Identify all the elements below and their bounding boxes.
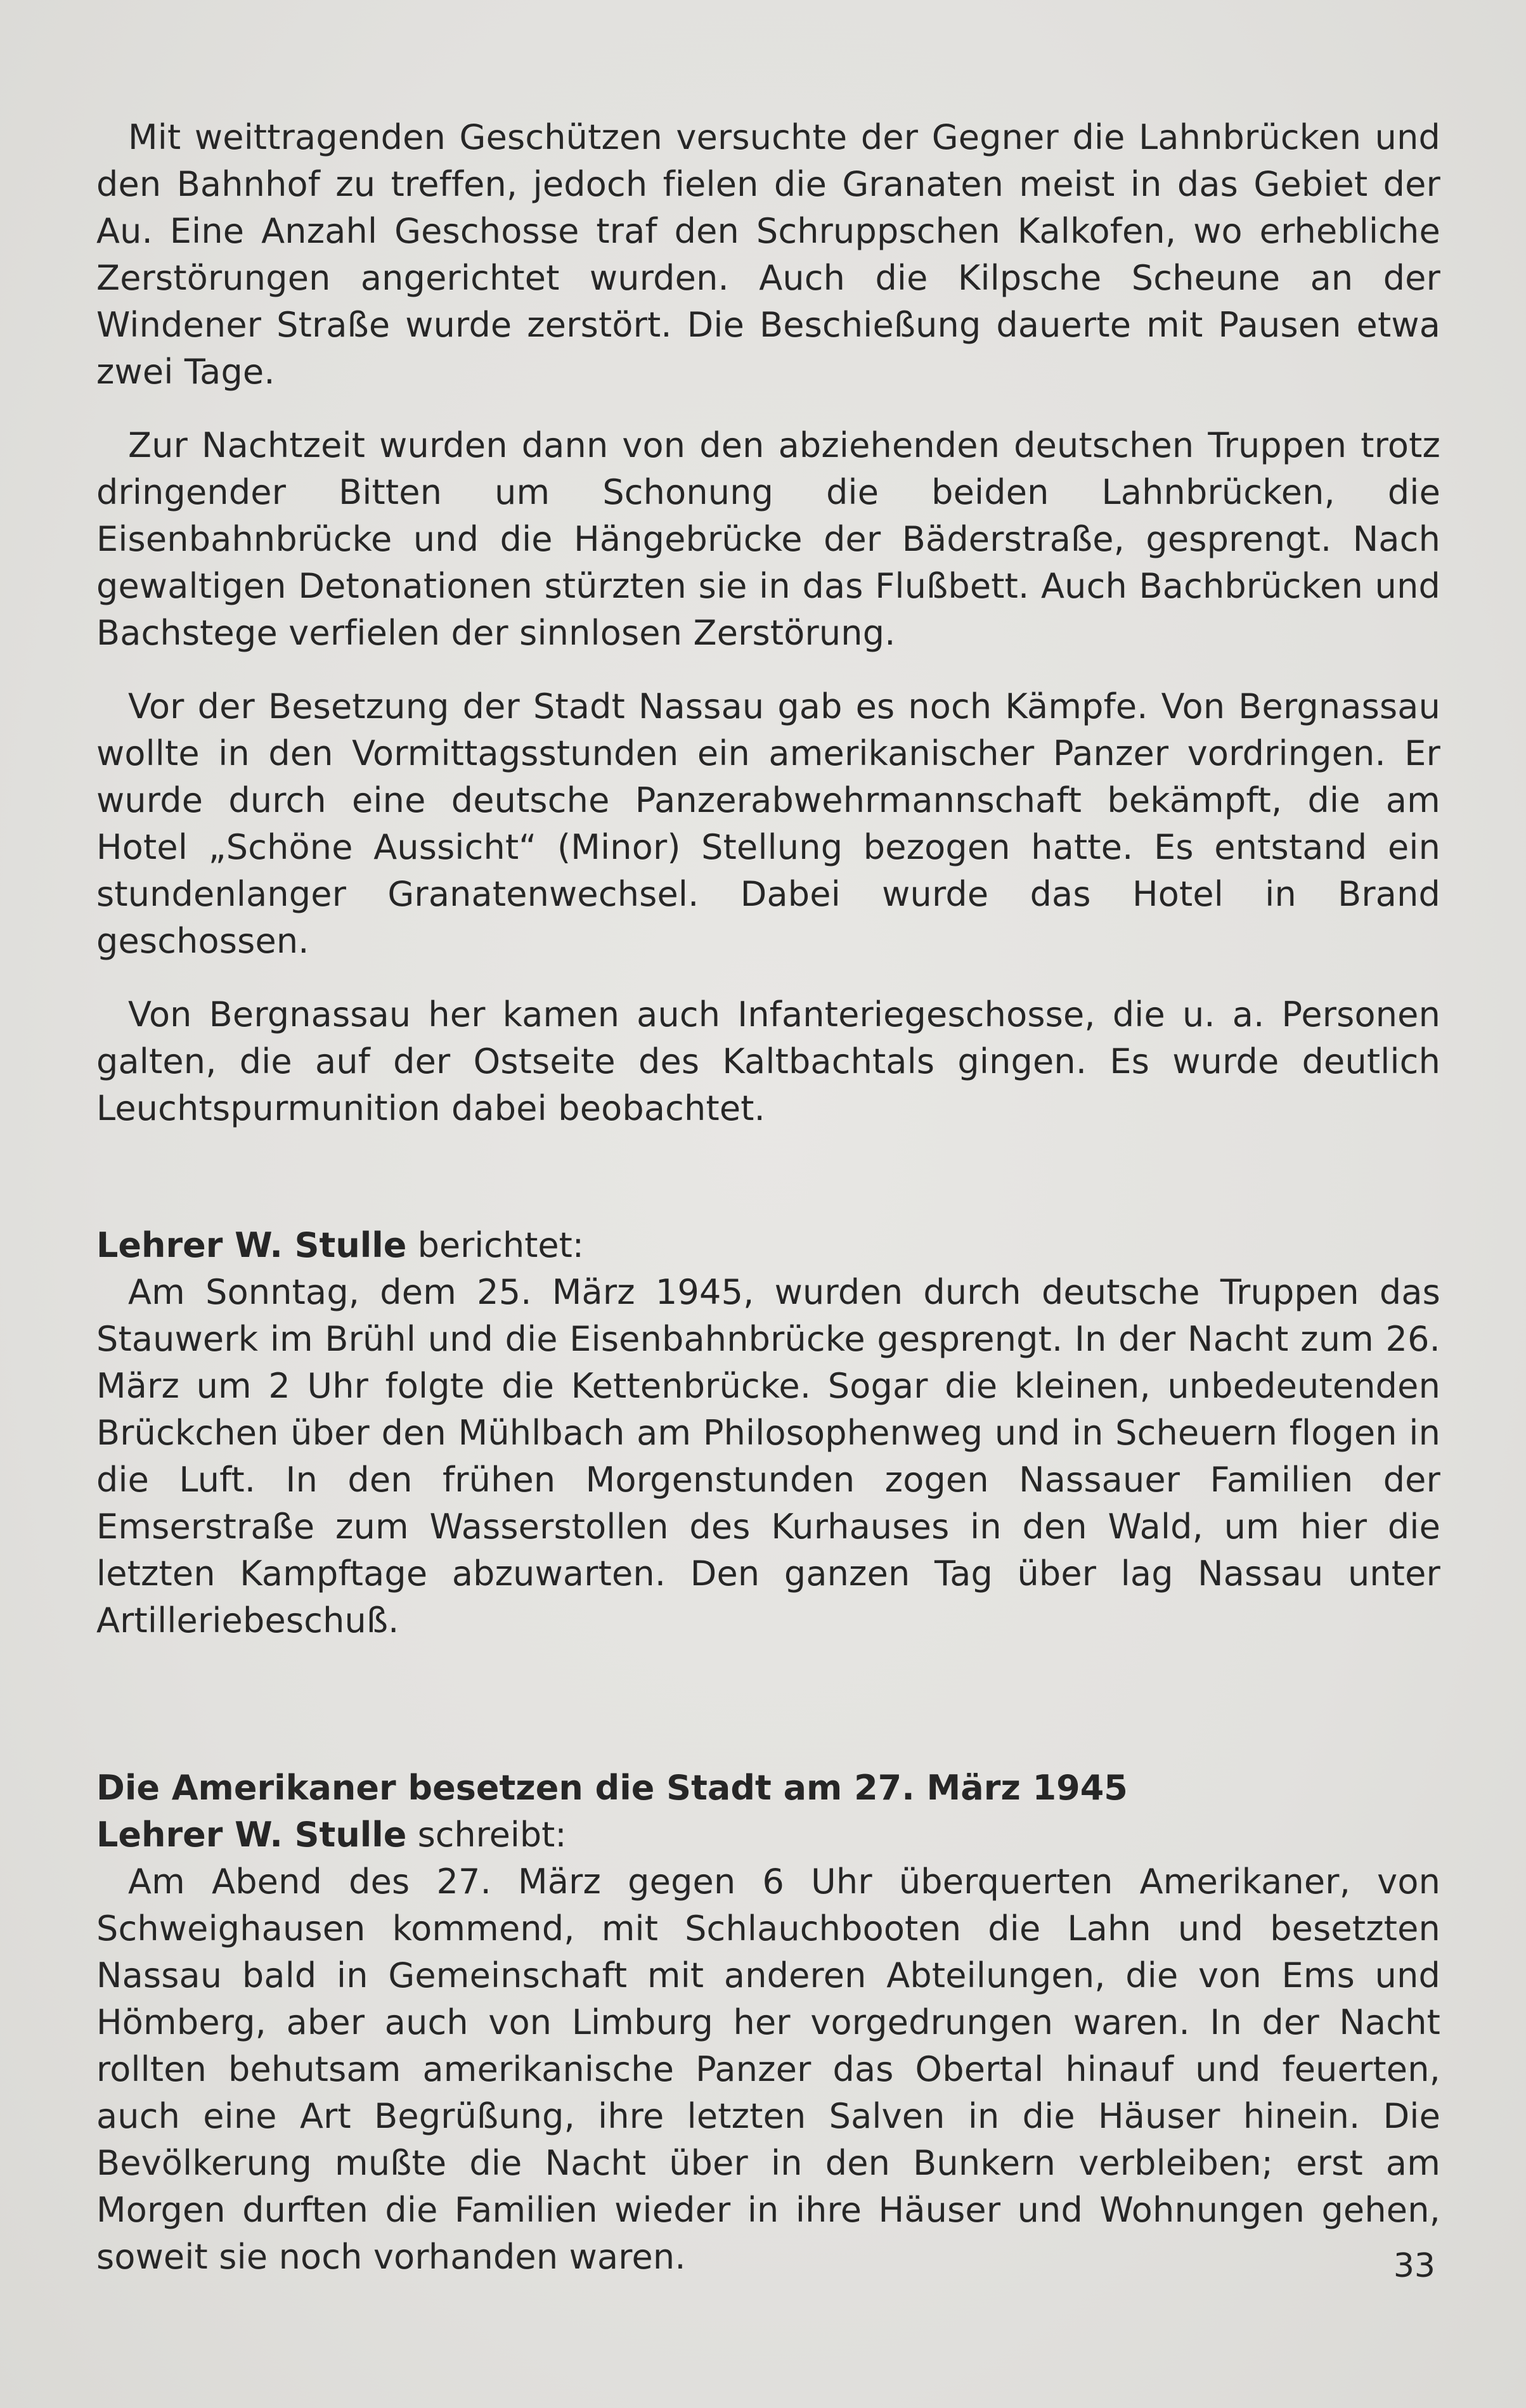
page-content: [96, 114, 1440, 2307]
section-report-text: Am Abend des 27. März gegen 6 Uhr überquerten Amerikaner, von Schweighausen kommend, mit Schlauchbooten die Lahn und besetzten Nassau bald in Gemeinschaft mit anderen Abteilungen, die von Ems und Hömberg, aber auch von Limburg her vorgedrungen waren. In der Nacht rollten behutsam amerikanische Panzer das Obertal hinauf und feuerten, auch eine Art Begrüßung, ihre letzten Salven in die Häuser hinein. Die Bevölkerung mußte die Nacht über in den Bunkern verbleiben; erst am Morgen durften die Familien wieder in ihre Häuser und Wohnungen gehen, soweit sie noch vorhanden waren.: [96, 1862, 1440, 2277]
section-report-author: Lehrer W. Stulle: [96, 1815, 407, 1855]
section-heading: Die Amerikaner besetzen die Stadt am 27. März 1945: [96, 1768, 1128, 1808]
paragraph-fighting-bergnassau: Vor der Besetzung der Stadt Nassau gab es noch Kämpfe. Von Bergnassau wollte in den Vormittagsstunden ein amerikanischer Panzer vordringen. Er wurde durch eine deutsche Panzerabwehrmannschaft bekämpft, die am Hotel „Schöne Aussicht“ (Minor) Stellung bezogen hatte. Es entstand ein stundenlanger Granatenwechsel. Dabei wurde das Hotel in Brand geschossen.: [96, 686, 1440, 961]
spacer: [96, 1671, 1440, 1765]
paragraph-bombardment: Mit weittragenden Geschützen versuchte der Gegner die Lahnbrücken und den Bahnhof zu treffen, jedoch fielen die Granaten meist in das Gebiet der Au. Eine Anzahl Geschosse traf den Schruppschen Kalkofen, wo erhebliche Zerstörungen angerichtet wurden. Auch die Kilpsche Scheune an der Windener Straße wurde zerstört. Die Beschießung dauerte mit Pausen etwa zwei Tage.: [96, 117, 1440, 392]
report-label: [96, 1222, 1440, 1269]
section-report-verb: schreibt:: [406, 1815, 567, 1855]
section-report-label: [96, 1812, 1440, 1858]
report-author: Lehrer W. Stulle: [96, 1225, 407, 1265]
paragraph-bridge-demolition: Zur Nachtzeit wurden dann von den abziehenden deutschen Truppen trotz dringender Bitten um Schonung die beiden Lahnbrücken, die Eisenbahnbrücke und die Hängebrücke der Bäderstraße, gesprengt. Nach gewaltigen Detonationen stürzten sie in das Flußbett. Auch Bachbrücken und Bachstege verfielen der sinnlosen Zerstörung.: [96, 425, 1440, 653]
spacer: [96, 1159, 1440, 1222]
paragraph-infantry-fire: Von Bergnassau her kamen auch Infanteriegeschosse, die u. a. Personen galten, die auf der Ostseite des Kaltbachtals gingen. Es wurde deutlich Leuchtspurmunition dabei beobachtet.: [96, 995, 1440, 1128]
page-number: 33: [1393, 2247, 1435, 2285]
report-verb: berichtet:: [406, 1225, 584, 1265]
report-text: Am Sonntag, dem 25. März 1945, wurden durch deutsche Truppen das Stauwerk im Brühl und die Eisenbahnbrücke gesprengt. In der Nacht zum 26. März um 2 Uhr folgte die Kettenbrücke. Sogar die kleinen, unbedeutenden Brückchen über den Mühlbach am Philosophenweg und in Scheuern flogen in die Luft. In den frühen Morgenstunden zogen Nassauer Familien der Emserstraße zum Wasserstollen des Kurhauses in den Wald, um hier die letzten Kampftage abzuwarten. Den ganzen Tag über lag Nassau unter Artilleriebeschuß.: [96, 1272, 1440, 1640]
